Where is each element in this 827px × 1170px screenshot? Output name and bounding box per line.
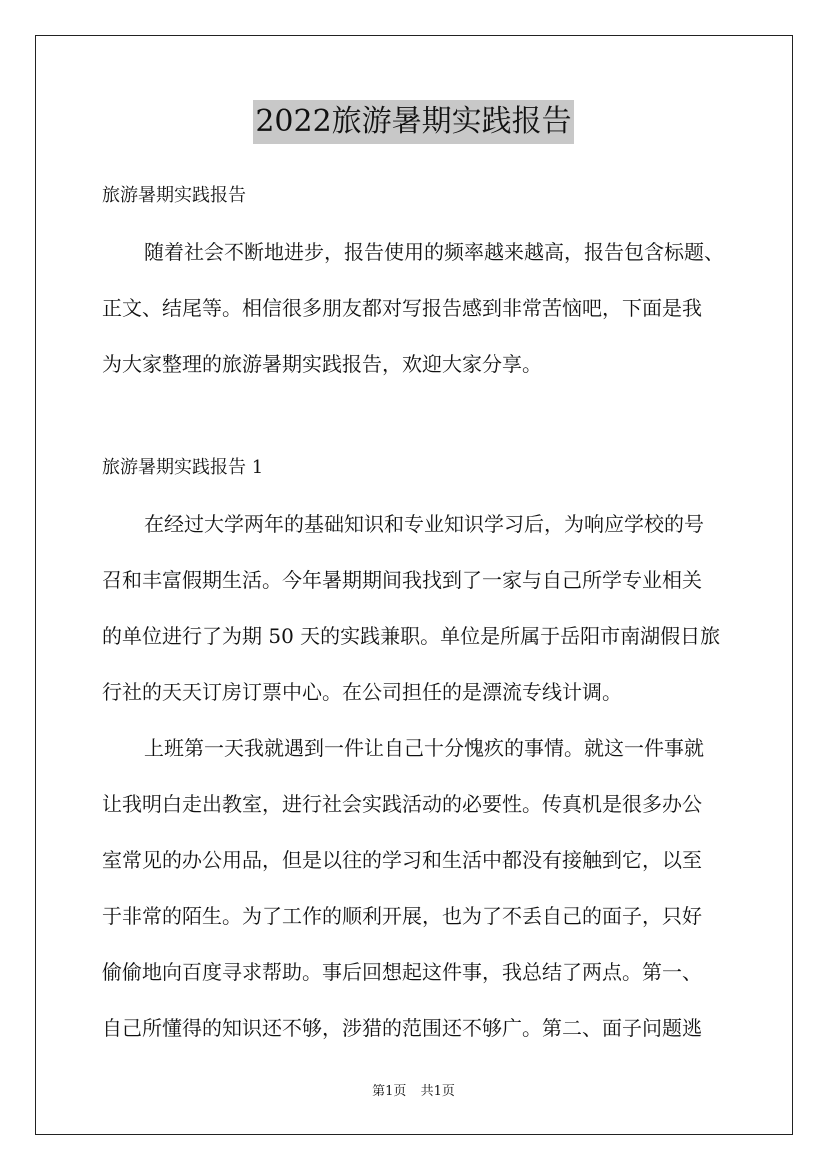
paragraph-line: 在经过大学两年的基础知识和专业知识学习后，为响应学校的号: [144, 512, 704, 536]
intro-line: 随着社会不断地进步，报告使用的频率越来越高，报告包含标题、: [144, 240, 724, 264]
page-footer: [0, 1082, 827, 1102]
paragraph-line: 上班第一天我就遇到一件让自己十分愧疚的事情。就这一件事就: [144, 736, 704, 760]
paragraph-line: 自己所懂得的知识还不够，涉猎的范围还不够广。第二、面子问题逃: [102, 1016, 702, 1040]
paragraph-line: 行社的天天订房订票中心。在公司担任的是漂流专线计调。: [102, 680, 622, 704]
paragraph-line: 召和丰富假期生活。今年暑期期间我找到了一家与自己所学专业相关: [102, 568, 702, 592]
intro-line: 为大家整理的旅游暑期实践报告，欢迎大家分享。: [102, 352, 542, 376]
page-number: 第1页: [372, 1084, 407, 1099]
paragraph-line: 室常见的办公用品，但是以往的学习和生活中都没有接触到它，以至: [102, 848, 702, 872]
document-title: 2022旅游暑期实践报告: [253, 100, 573, 144]
intro-heading: 旅游暑期实践报告: [102, 185, 246, 206]
section-gap: [102, 392, 727, 440]
paragraph-line: 于非常的陌生。为了工作的顺利开展，也为了不丢自己的面子，只好: [102, 904, 702, 928]
paragraph-line: 偷偷地向百度寻求帮助。事后回想起这件事，我总结了两点。第一、: [102, 960, 702, 984]
page-total: 共1页: [420, 1084, 455, 1099]
paragraph-line: 的单位进行了为期 50 天的实践兼职。单位是所属于岳阳市南湖假日旅: [102, 624, 721, 648]
intro-line: 正文、结尾等。相信很多朋友都对写报告感到非常苦恼吧，下面是我: [102, 296, 702, 320]
section-heading: 旅游暑期实践报告 1: [102, 457, 264, 478]
paragraph-line: 让我明白走出教室，进行社会实践活动的必要性。传真机是很多办公: [102, 792, 702, 816]
document-body: [102, 168, 727, 1056]
title-container: [0, 100, 827, 144]
